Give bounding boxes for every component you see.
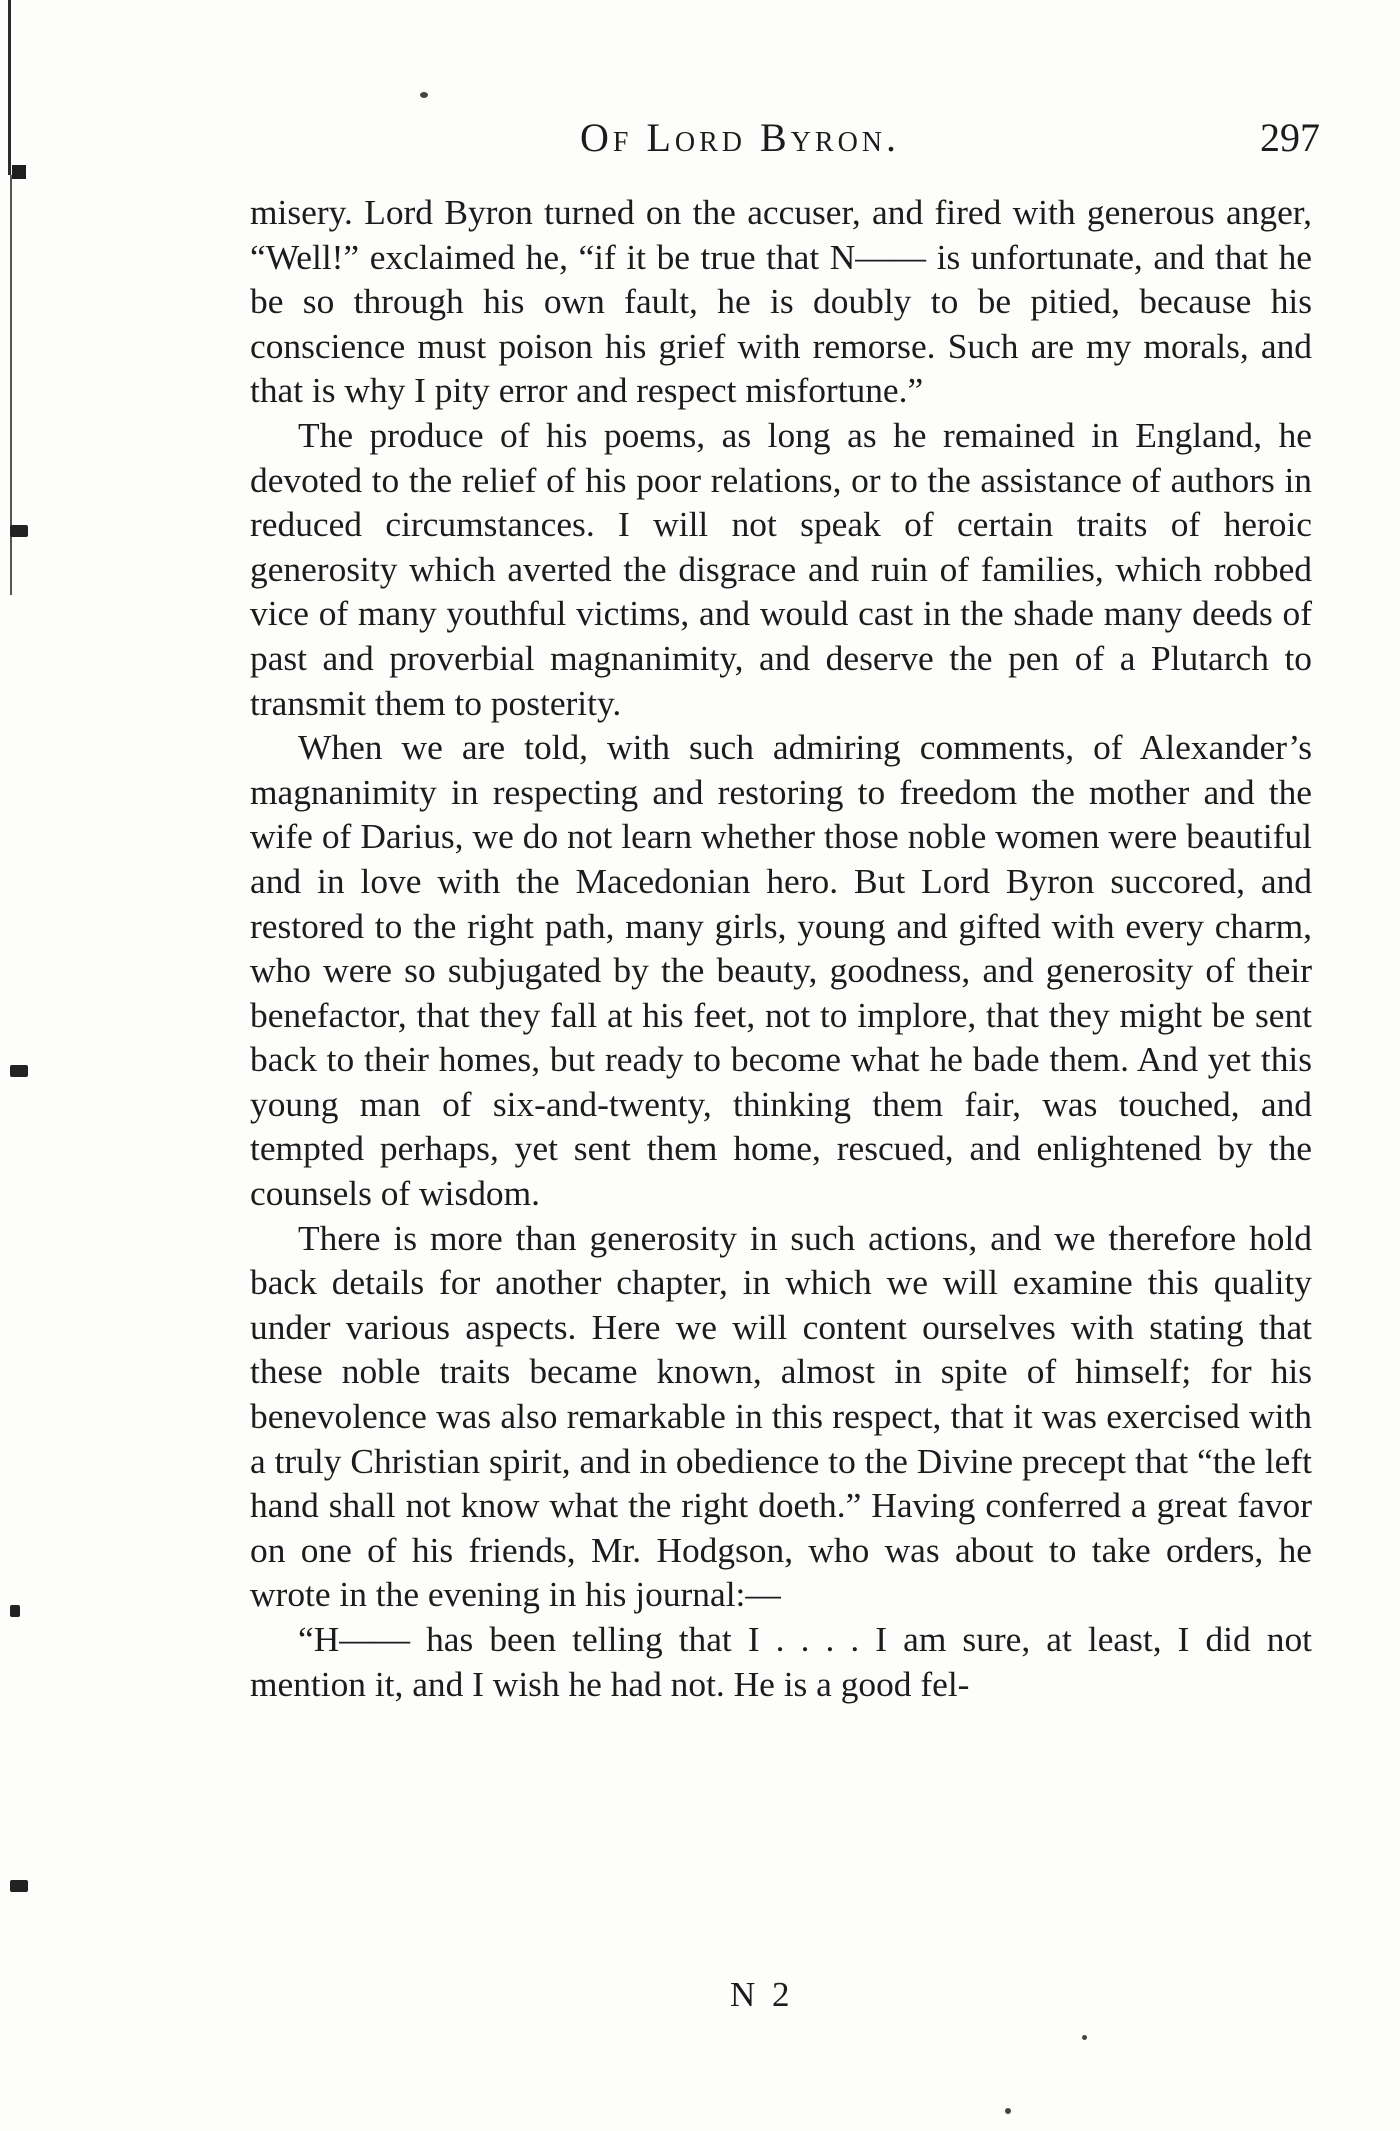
binding-edge: [8, 0, 11, 175]
margin-mark: [10, 1880, 28, 1892]
margin-mark: [10, 1605, 20, 1617]
running-head: [250, 110, 1320, 170]
running-head-title: Of Lord Byron.: [580, 115, 901, 160]
margin-mark: [10, 525, 28, 537]
signature-mark: N 2: [730, 1975, 794, 2014]
margin-mark: [10, 1065, 28, 1077]
paragraph: When we are told, with such admiring comments, of Alexander’s magnanimity in respecting and restoring to freedom the mother and the wife of Darius, we do not learn whether those noble women were beautiful and in love with the Macedonian hero. But Lord Byron succored, and restored to the right path, many girls, young and gifted with every charm, who were so subjugated by the beauty, goodness, and generosity of their benefactor, that they fall at his feet, not to implore, that they might be sent back to their homes, but ready to become what he bade them. And yet this young man of six-and-twenty, thinking them fair, was touched, and tempted perhaps, yet sent them home, rescued, and enlightened by the counsels of wisdom.: [250, 727, 1312, 1214]
ink-speck: [420, 92, 428, 98]
body-text: [250, 190, 1312, 1706]
ink-speck: [1005, 2108, 1011, 2114]
paragraph: misery. Lord Byron turned on the accuser, and fired with generous anger, “Well!” exclaimed he, “if it be true that N—— is unfortunate, and that he be so through his own fault, he is doubly to be pitied, because his conscience must poison his grief with remorse. Such are my morals, and that is why I pity error and respect misfortune.”: [250, 192, 1312, 411]
paragraph: “H—— has been telling that I . . . . I am sure, at least, I did not mention it, and I wish he had not. He is a good fel-: [250, 1619, 1312, 1704]
paragraph: The produce of his poems, as long as he remained in England, he devoted to the relief of his poor relations, or to the assistance of authors in reduced circumstances. I will not speak of certain traits of heroic generosity which averted the disgrace and ruin of families, which robbed vice of many youthful victims, and would cast in the shade many deeds of past and proverbial magnanimity, and deserve the pen of a Plutarch to transmit them to posterity.: [250, 414, 1312, 723]
page-number: 297: [1260, 115, 1320, 160]
ink-speck: [1082, 2035, 1087, 2040]
paragraph: There is more than generosity in such actions, and we therefore hold back details for another chapter, in which we will examine this quality under various aspects. Here we will content ourselves with stating that these noble traits became known, almost in spite of himself; for his benevolence was also remarkable in this respect, that it was exercised with a truly Christian spirit, and in obedience to the Divine precept that “the left hand shall not know what the right doeth.” Having conferred a great favor on one of his friends, Mr. Hodgson, who was about to take orders, he wrote in the evening in his journal:—: [250, 1217, 1312, 1615]
binding-mark: [12, 165, 26, 179]
